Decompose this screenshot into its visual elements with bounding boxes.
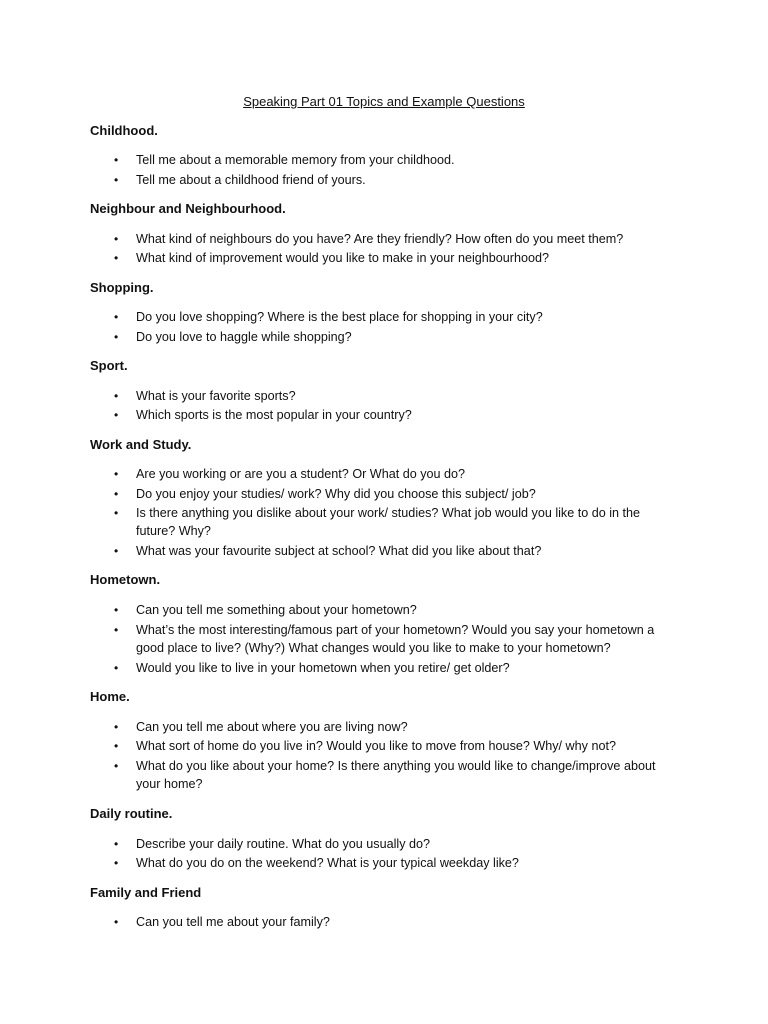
list-item-text: Tell me about a childhood friend of yours. — [136, 173, 366, 187]
bullet-icon: • — [114, 389, 119, 403]
bullet-icon: • — [114, 739, 119, 753]
list-item-text: Can you tell me about where you are living now? — [136, 720, 408, 734]
list-item-text: Can you tell me something about your hometown? — [136, 603, 417, 617]
bullet-icon: • — [114, 759, 119, 773]
list-item — [114, 659, 674, 677]
list-item-text: What is your favorite sports? — [136, 389, 296, 403]
bullet-icon: • — [114, 856, 119, 870]
list-item-text: Would you like to live in your hometown when you retire/ get older? — [136, 661, 510, 675]
section-heading: Hometown. — [90, 572, 161, 587]
bullet-icon: • — [114, 603, 119, 617]
list-item-text: What do you do on the weekend? What is your typical weekday like? — [136, 856, 519, 870]
bullet-icon: • — [114, 251, 119, 265]
section-heading: Sport. — [90, 358, 128, 373]
list-item-text: What kind of improvement would you like to make in your neighbourhood? — [136, 251, 550, 265]
bullet-icon: • — [114, 661, 119, 675]
list-item — [114, 621, 674, 657]
list-item-text: What sort of home do you live in? Would you like to move from house? Why/ why not? — [136, 739, 616, 753]
list-item-text: Which sports is the most popular in your country? — [136, 408, 412, 422]
bullet-icon: • — [114, 487, 119, 501]
bullet-icon: • — [114, 837, 119, 851]
list-item — [114, 406, 674, 424]
list-item — [114, 171, 674, 189]
bullet-icon: • — [114, 153, 119, 167]
list-item — [114, 757, 674, 793]
bullet-icon: • — [114, 467, 119, 481]
list-item — [114, 328, 674, 346]
list-item-text: Do you love to haggle while shopping? — [136, 330, 352, 344]
list-item — [114, 542, 674, 560]
bullet-icon: • — [114, 915, 119, 929]
list-item-text: What kind of neighbours do you have? Are they friendly? How often do you meet them? — [136, 232, 624, 246]
list-item — [114, 387, 674, 405]
list-item — [114, 718, 674, 736]
list-item — [114, 504, 674, 540]
bullet-icon: • — [114, 173, 119, 187]
section-heading: Work and Study. — [90, 437, 192, 452]
list-item — [114, 151, 674, 169]
list-item — [114, 835, 674, 853]
bullet-icon: • — [114, 720, 119, 734]
section-heading: Shopping. — [90, 280, 154, 295]
list-item — [114, 249, 674, 267]
list-item-text: What was your favourite subject at school? What did you like about that? — [136, 544, 542, 558]
list-item-text: Can you tell me about your family? — [136, 915, 330, 929]
section-heading: Childhood. — [90, 123, 158, 138]
bullet-icon: • — [114, 232, 119, 246]
document-title: Speaking Part 01 Topics and Example Questions — [243, 94, 525, 109]
list-item — [114, 308, 674, 326]
bullet-icon: • — [114, 544, 119, 558]
list-item — [114, 465, 674, 483]
list-item-text: Tell me about a memorable memory from your childhood. — [136, 153, 455, 167]
bullet-icon: • — [114, 330, 119, 344]
bullet-icon: • — [114, 506, 119, 520]
section-heading: Family and Friend — [90, 885, 202, 900]
section-heading: Daily routine. — [90, 806, 173, 821]
section-heading: Neighbour and Neighbourhood. — [90, 201, 286, 216]
bullet-icon: • — [114, 623, 119, 637]
list-item-text: Are you working or are you a student? Or What do you do? — [136, 467, 466, 481]
list-item-text: Do you enjoy your studies/ work? Why did you choose this subject/ job? — [136, 487, 536, 501]
list-item — [114, 485, 674, 503]
list-item — [114, 913, 674, 931]
list-item — [114, 601, 674, 619]
list-item-text: What’s the most interesting/famous part of your hometown? Would you say your hometown a good place to live? (Why?) What changes would you like to make to your hometown? — [136, 623, 655, 655]
bullet-icon: • — [114, 310, 119, 324]
list-item-text: Is there anything you dislike about your work/ studies? What job would you like to do in the future? Why? — [136, 506, 641, 538]
list-item — [114, 854, 674, 872]
list-item-text: Do you love shopping? Where is the best place for shopping in your city? — [136, 310, 543, 324]
bullet-icon: • — [114, 408, 119, 422]
list-item-text: Describe your daily routine. What do you usually do? — [136, 837, 431, 851]
list-item — [114, 230, 674, 248]
list-item-text: What do you like about your home? Is there anything you would like to change/improve about your home? — [136, 759, 656, 791]
list-item — [114, 737, 674, 755]
section-heading: Home. — [90, 689, 130, 704]
